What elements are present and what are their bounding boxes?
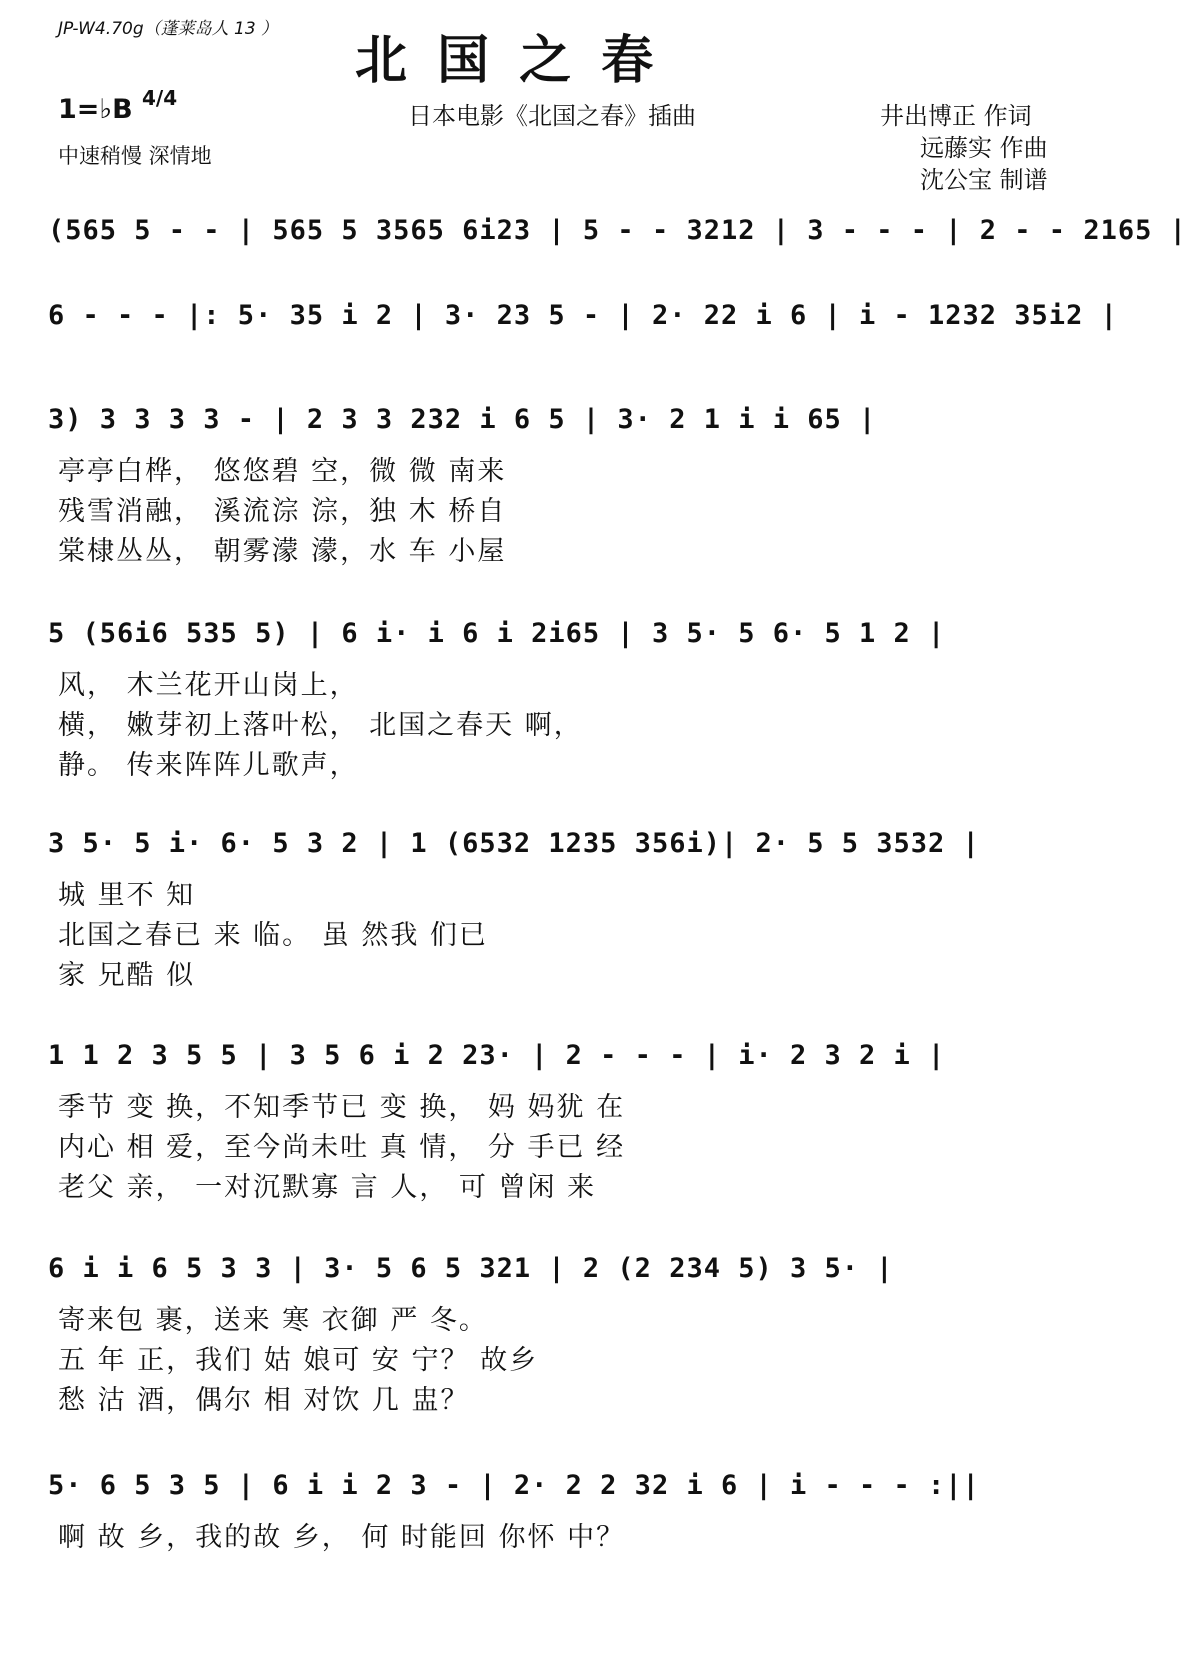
file-tag: JP-W4.70g（蓬莱岛人 13 ） <box>58 19 279 39</box>
notation: 1 1 2 3 5 5 | 3 5 6 i 2 23· | 2 - - - | i· 2 3 2 i | <box>48 1040 946 1071</box>
notation: 3 5· 5 i· 6· 5 3 2 | 1 (6532 1235 356i)| 2· 5 5 3532 | <box>48 828 980 859</box>
lyric-verse-2: 横， 嫩芽初上落叶松， 北国之春天 啊， <box>58 710 583 741</box>
lyric-verse-2: 北国之春已 来 临。 虽 然我 们已 <box>58 920 488 951</box>
lyric-verse-2: 内心 相 爱，至今尚未吐 真 情， 分 手已 经 <box>58 1132 626 1163</box>
key-signature: 1=♭B <box>58 94 133 125</box>
notation: 6 i i 6 5 3 3 | 3· 5 6 5 321 | 2 (2 234 5) 3 5· | <box>48 1253 894 1284</box>
subtitle: 日本电影《北国之春》插曲 <box>408 102 696 130</box>
notation: 5 (56i6 535 5) | 6 i· i 6 i 2i65 | 3 5· 5 6· 5 1 2 | <box>48 618 946 649</box>
notation: (565 5 - - | 565 5 3565 6i23 | 5 - - 3212 | 3 - - - | 2 - - 2165 | <box>48 215 1187 246</box>
lyric-verse-1: 寄来包 裹，送来 寒 衣御 严 冬。 <box>58 1305 488 1336</box>
time-signature: 4/4 <box>142 86 178 110</box>
lyric-verse-3: 棠棣丛丛， 朝雾濛 濛，水 车 小屋 <box>58 536 507 567</box>
credit-lyricist: 井出博正 作词 <box>880 102 1032 130</box>
lyric-verse-3: 愁 沽 酒，偶尔 相 对饮 几 盅？ <box>58 1385 470 1416</box>
lyric-verse-1: 季节 变 换，不知季节已 变 换， 妈 妈犹 在 <box>58 1092 626 1123</box>
notation: 3) 3 3 3 3 - | 2 3 3 232 i 6 5 | 3· 2 1 i i 65 | <box>48 404 877 435</box>
notation: 6 - - - |: 5· 35 i 2 | 3· 23 5 - | 2· 22 i 6 | i - 1232 35i2 | <box>48 300 1118 331</box>
page-title: 北 国 之 春 <box>355 30 660 91</box>
lyric-verse-3: 家 兄酷 似 <box>58 960 196 991</box>
lyric-verse-3: 老父 亲， 一对沉默寡 言 人， 可 曾闲 来 <box>58 1172 597 1203</box>
lyric-verse-1: 亭亭白桦， 悠悠碧 空，微 微 南来 <box>58 456 507 487</box>
notation: 5· 6 5 3 5 | 6 i i 2 3 - | 2· 2 2 32 i 6 | i - - - :|| <box>48 1470 980 1501</box>
lyric-verse-1: 啊 故 乡，我的故 乡， 何 时能回 你怀 中？ <box>58 1522 626 1553</box>
lyric-verse-1: 风， 木兰花开山岗上， <box>58 670 359 701</box>
lyric-verse-2: 五 年 正，我们 姑 娘可 安 宁？ 故乡 <box>58 1345 539 1376</box>
credit-arranger: 沈公宝 制谱 <box>920 166 1048 194</box>
credit-composer: 远藤实 作曲 <box>920 134 1048 162</box>
lyric-verse-1: 城 里不 知 <box>58 880 196 911</box>
lyric-verse-2: 残雪消融， 溪流淙 淙，独 木 桥自 <box>58 496 507 527</box>
tempo-marking: 中速稍慢 深情地 <box>58 144 212 168</box>
lyric-verse-3: 静。 传来阵阵儿歌声， <box>58 750 359 781</box>
